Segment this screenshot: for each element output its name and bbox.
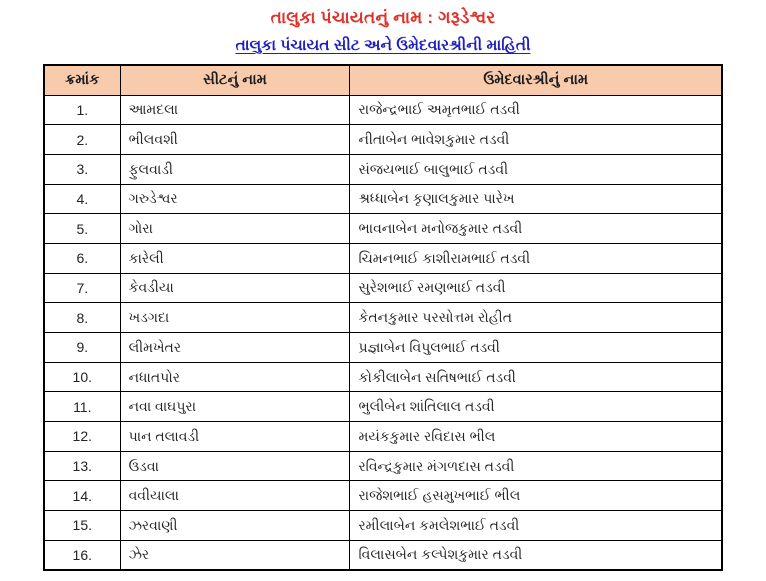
table-row [44, 481, 722, 511]
candidate-cell: સંજયભાઈ બાલુભાઈ તડવી [350, 154, 722, 184]
seat-cell: ઝરવાણી [120, 511, 350, 541]
candidate-cell: રાજેન્દ્રભાઈ અમૃતભાઈ તડવી [350, 95, 722, 125]
seat-cell: કેવડીયા [120, 273, 350, 303]
table-row [44, 303, 722, 333]
table-header-row [44, 65, 722, 95]
serial-cell: 4. [44, 184, 120, 214]
table-row [44, 273, 722, 303]
candidate-cell: રમીલાબેન કમલેશભાઈ તડવી [350, 511, 722, 541]
serial-cell: 15. [44, 511, 120, 541]
page-subtitle-text: તાલુકા પંચાયત સીટ અને ઉમેદવારશ્રીની માહિતી [235, 37, 531, 54]
table-header [44, 65, 722, 95]
seat-cell: નધાતપોર [120, 362, 350, 392]
table-row [44, 184, 722, 214]
seat-cell: નવા વાઘપુરા [120, 392, 350, 422]
table-row [44, 333, 722, 363]
table-row [44, 511, 722, 541]
serial-cell: 14. [44, 481, 120, 511]
seat-cell: ઝેર [120, 540, 350, 570]
seat-cell: ફુલવાડી [120, 154, 350, 184]
candidate-cell: કેતનકુમાર પરસોત્તમ રોહીત [350, 303, 722, 333]
candidate-cell: સુરેશભાઈ રમણભાઈ તડવી [350, 273, 722, 303]
serial-cell: 10. [44, 362, 120, 392]
serial-cell: 1. [44, 95, 120, 125]
serial-cell: 5. [44, 214, 120, 244]
candidate-cell: ચિમનભાઈ કાશીરામભાઈ તડવી [350, 243, 722, 273]
table-row [44, 422, 722, 452]
table-row [44, 540, 722, 570]
table-row [44, 243, 722, 273]
seat-cell: ઉડવા [120, 451, 350, 481]
seat-cell: ગોરા [120, 214, 350, 244]
page-subtitle [0, 28, 766, 55]
serial-cell: 6. [44, 243, 120, 273]
table-row [44, 362, 722, 392]
header-candidate-name: ઉમેદવારશ્રીનું નામ [350, 65, 722, 95]
serial-cell: 16. [44, 540, 120, 570]
seat-cell: આમદલા [120, 95, 350, 125]
seat-cell: ખડગદા [120, 303, 350, 333]
candidate-cell: કોકીલાબેન સતિષભાઈ તડવી [350, 362, 722, 392]
serial-cell: 3. [44, 154, 120, 184]
seat-cell: ભીલવશી [120, 125, 350, 155]
seat-cell: પાન તલાવડી [120, 422, 350, 452]
candidate-cell: મયંકકુમાર રવિદાસ ભીલ [350, 422, 722, 452]
table-row [44, 125, 722, 155]
seat-cell: ગરુડેશ્વર [120, 184, 350, 214]
seat-cell: લીમખેતર [120, 333, 350, 363]
serial-cell: 7. [44, 273, 120, 303]
table-row [44, 392, 722, 422]
candidate-cell: રાજેશભાઈ હસમુખભાઈ ભીલ [350, 481, 722, 511]
serial-cell: 2. [44, 125, 120, 155]
header-seat-name: સીટનું નામ [120, 65, 350, 95]
serial-cell: 13. [44, 451, 120, 481]
candidate-cell: વિલાસબેન કલ્પેશકુમાર તડવી [350, 540, 722, 570]
candidates-table [43, 64, 723, 571]
candidate-cell: પ્રજ્ઞાબેન વિપુલભાઈ તડવી [350, 333, 722, 363]
page-title: તાલુકા પંચાયતનું નામ : ગરૂડેશ્વર [270, 8, 496, 27]
table-body [44, 95, 722, 570]
table-row [44, 451, 722, 481]
candidate-cell: ભુલીબેન શાંતિલાલ તડવી [350, 392, 722, 422]
seat-cell: કારેલી [120, 243, 350, 273]
candidate-cell: રવિન્દ્રકુમાર મંગળદાસ તડવી [350, 451, 722, 481]
candidate-cell: ભાવનાબેન મનોજકુમાર તડવી [350, 214, 722, 244]
serial-cell: 12. [44, 422, 120, 452]
table-row [44, 214, 722, 244]
table-row [44, 154, 722, 184]
serial-cell: 8. [44, 303, 120, 333]
header-serial: ક્રમાંક [44, 65, 120, 95]
table-row [44, 95, 722, 125]
candidate-cell: શ્રધ્ધાબેન કૃણાલકુમાર પારેખ [350, 184, 722, 214]
serial-cell: 9. [44, 333, 120, 363]
seat-cell: વવીયાલા [120, 481, 350, 511]
serial-cell: 11. [44, 392, 120, 422]
candidate-cell: નીતાબેન ભાવેશકુમાર તડવી [350, 125, 722, 155]
